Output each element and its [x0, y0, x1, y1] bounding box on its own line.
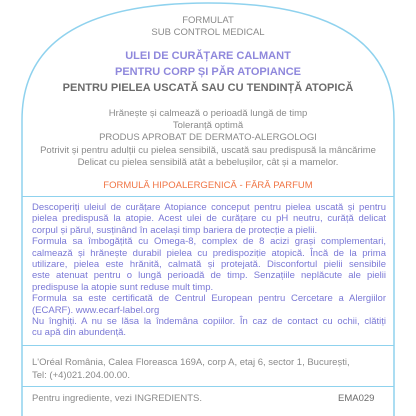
description-line: cu apă din abundență. [32, 327, 127, 339]
claim-adults: Potrivit și pentru adulții cu pielea sensibilă, uscată sau predispusă la mâncărime [40, 145, 376, 156]
product-name-line-2: PENTRU CORP ȘI PĂR ATOPIANCE [114, 66, 301, 78]
product-code: EMA029 [338, 393, 375, 404]
product-target-line: PENTRU PIELEA USCATĂ SAU CU TENDINȚĂ ATOPICĂ [62, 82, 354, 94]
description-line: Formula sa îmbogățită cu Omega-8, complex de 8 acizi grași complementari, [32, 236, 386, 248]
claim-approved: PRODUS APROBAT DE DERMATO-ALERGOLOGI [99, 132, 317, 143]
claim-babies: Delicat cu pielea sensibilă atât a bebelușilor, cât și a mamelor. [77, 157, 339, 168]
divider-middle [22, 345, 394, 346]
formula-hypoallergenic: FORMULĂ HIPOALERGENICĂ - FĂRĂ PARFUM [103, 180, 313, 191]
description-line: predispuse la atopie sunt reduse mult timp. [32, 281, 214, 293]
description-line: Nu înghiți. A nu se lăsa la îndemâna copiilor. În caz de contact cu ochii, clătiți [32, 316, 386, 328]
address-line-2: Tel: (+4)021.204.00.00. [32, 370, 130, 381]
product-name-line-1: ULEI DE CURĂȚARE CALMANT [125, 50, 291, 62]
description-line: este atenuat pentru o lungă perioadă de timp. Senzațiile neplăcute ale pielii [32, 270, 386, 282]
divider-bottom [22, 386, 394, 387]
description-line: (ECARF). www.ecarf-label.org [32, 304, 160, 316]
claim-tolerance: Toleranță optimă [172, 120, 244, 131]
header-medical-control: SUB CONTROL MEDICAL [151, 27, 265, 38]
header-formulat: FORMULAT [182, 15, 234, 26]
address-line-1: L'Oréal România, Calea Floreasca 169A, corp A, etaj 6, sector 1, București, [32, 357, 350, 368]
ingredients-note: Pentru ingrediente, vezi INGREDIENTS. [32, 393, 203, 404]
description-line: Descoperiți uleiul de curățare Atopiance conceput pentru pielea uscată și pentru [32, 202, 386, 213]
description-line: calmează și hrănește durabil pielea cu predispoziție atopică. Încă de la prima [32, 247, 386, 259]
description-line: utilizare, pielea este hrănită, calmată și protejată. Disconfortul pielii sensibile [32, 259, 386, 271]
description-line: corpul și părul, susținând în același timp bariera de protecție a pielii. [32, 224, 318, 236]
description-line: Formula sa este certificată de Centrul European pentru Cercetare a Alergiilor [32, 293, 386, 305]
divider-top [22, 196, 394, 197]
description-line: pielea predispusă la atopie. Acest ulei de curățare cu pH neutru, curăță delicat [32, 213, 386, 225]
description-block [32, 202, 386, 339]
claim-nourishes: Hrănește și calmează o perioadă lungă de timp [108, 108, 308, 119]
